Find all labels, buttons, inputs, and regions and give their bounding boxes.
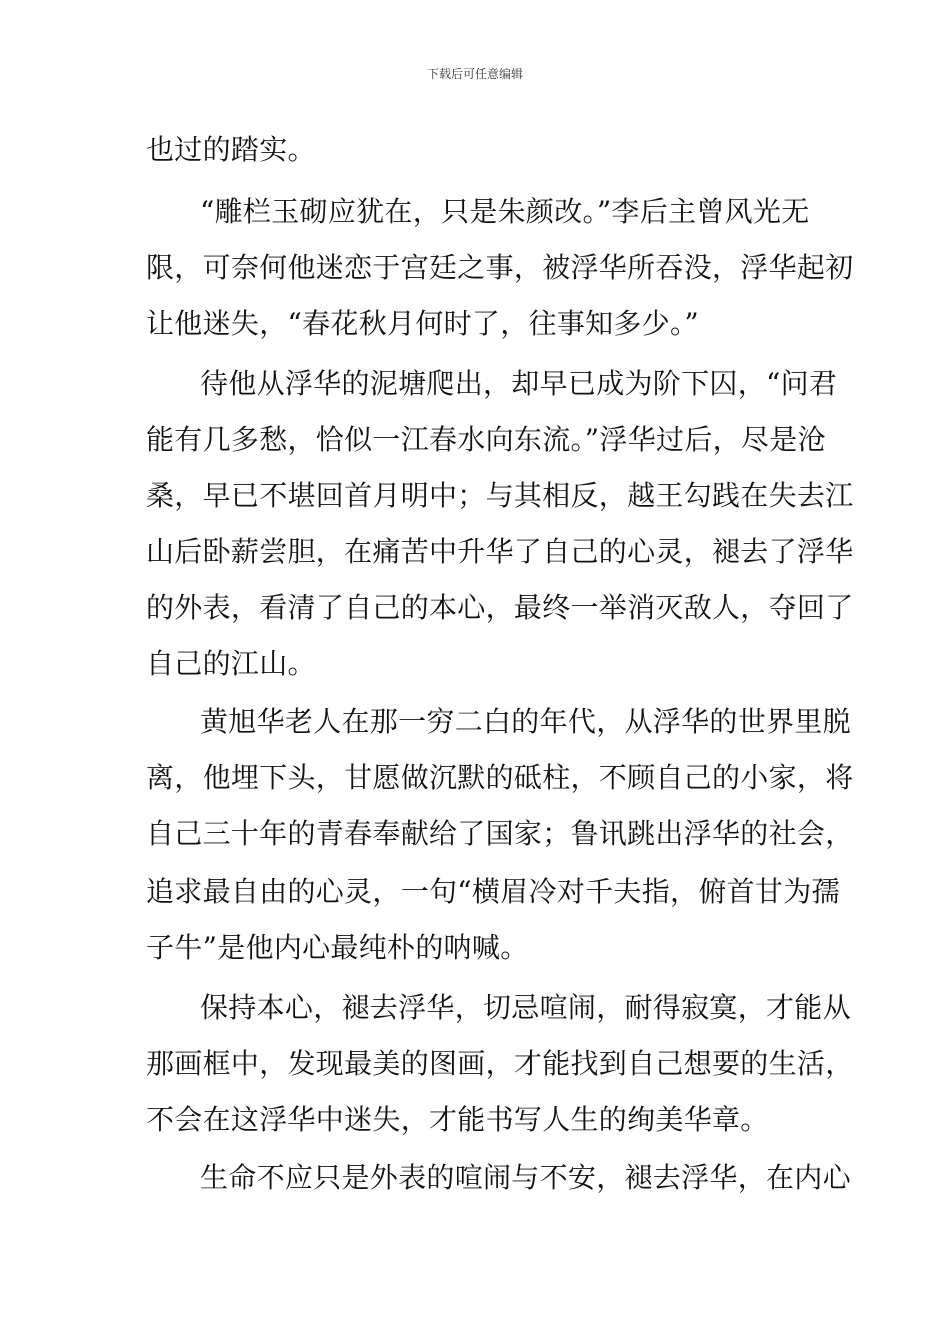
text-line: 那画框中，发现最美的图画，才能找到自己想要的生活， (146, 1047, 854, 1080)
text-line: 限，可奈何他迷恋于宫廷之事，被浮华所吞没，浮华起初 (146, 251, 854, 284)
text-line: 山后卧薪尝胆，在痛苦中升华了自己的心灵，褪去了浮华 (146, 535, 854, 568)
text-line: 让他迷失，“春花秋月何时了，往事知多少。” (146, 307, 699, 340)
text-line: 也过的踏实。 (146, 133, 316, 166)
text-line: 自己的江山。 (146, 647, 316, 680)
text-line: 待他从浮华的泥塘爬出，却早已成为阶下囚，“问君 (200, 367, 838, 400)
text-line: 自己三十年的青春奉献给了国家；鲁讯跳出浮华的社会， (146, 817, 854, 850)
text-line: 追求最自由的心灵，一句“横眉冷对千夫指，俯首甘为孺 (146, 875, 840, 908)
text-line: 黄旭华老人在那一穷二白的年代，从浮华的世界里脱 (200, 705, 851, 738)
text-line: 能有几多愁，恰似一江春水向东流。”浮华过后，尽是沧 (146, 423, 826, 456)
text-line: “雕栏玉砌应犹在，只是朱颜改。”李后主曾风光无 (200, 195, 810, 228)
text-line: 离，他埋下头，甘愿做沉默的砥柱，不顾自己的小家，将 (146, 761, 854, 794)
text-line: 子牛”是他内心最纯朴的呐喊。 (146, 931, 529, 964)
page-header: 下载后可任意编辑 (426, 67, 523, 81)
text-line: 生命不应只是外表的喧闹与不安，褪去浮华，在内心 (200, 1161, 851, 1194)
text-line: 保持本心，褪去浮华，切忌喧闹，耐得寂寞，才能从 (200, 991, 851, 1024)
text-line: 桑，早已不堪回首月明中；与其相反，越王勾践在失去江 (146, 479, 854, 512)
text-line: 的外表，看清了自己的本心，最终一举消灭敌人，夺回了 (146, 591, 854, 624)
text-line: 不会在这浮华中迷失，才能书写人生的绚美华章。 (146, 1103, 769, 1136)
